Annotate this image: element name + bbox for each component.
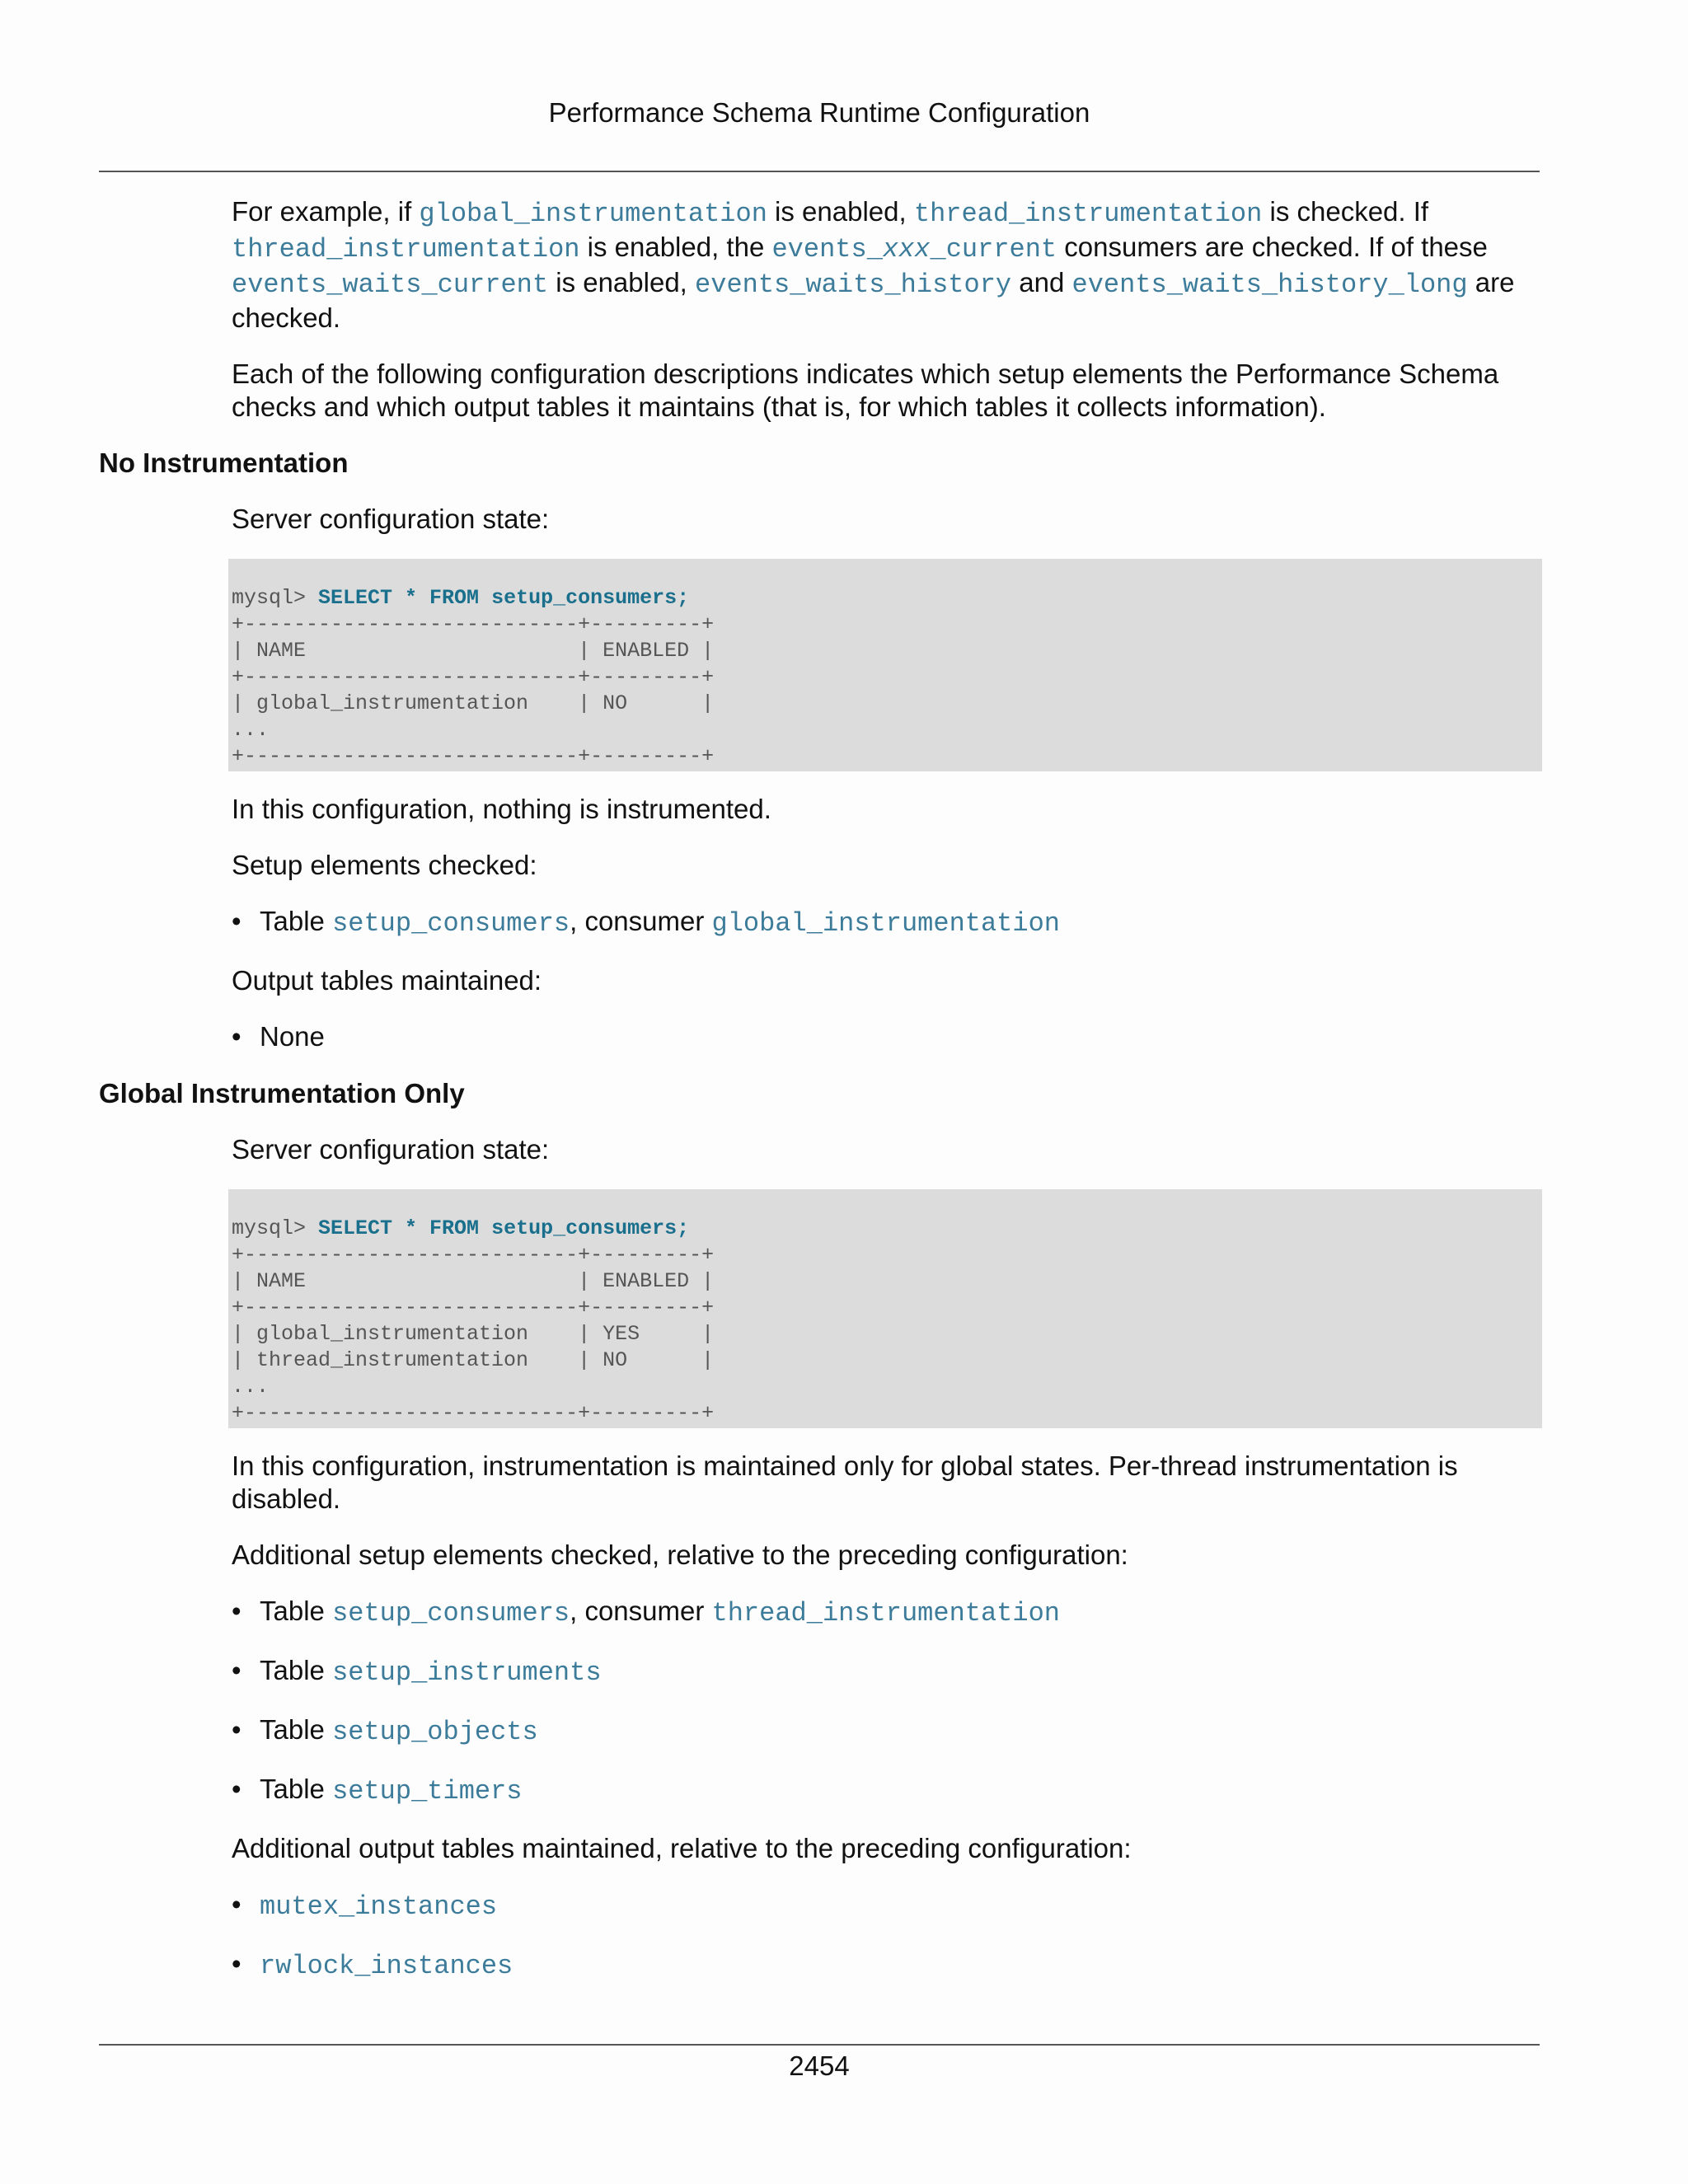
code-events-waits-current: events_waits_current xyxy=(232,269,549,300)
bullet-icon: • xyxy=(232,1714,241,1745)
section-heading-no-instrumentation: No Instrumentation xyxy=(99,448,349,478)
code-events-waits-history-long: events_waits_history_long xyxy=(1071,269,1468,300)
section-heading-global-instrumentation-only: Global Instrumentation Only xyxy=(99,1078,465,1108)
setup-elements-label: Additional setup elements checked, relative to the preceding configuration: xyxy=(232,1540,1128,1570)
setup-elements-list xyxy=(232,1595,1541,1808)
setup-elements-label: Setup elements checked: xyxy=(232,850,537,880)
intro-paragraph-2: Each of the following configuration descriptions indicates which setup elements the Performance Schema checks and which output tables it maintains (that is, for which tables it collects information). xyxy=(232,359,1499,422)
server-config-state-label: Server configuration state: xyxy=(232,504,550,534)
footer-rule xyxy=(99,2044,1540,2046)
output-tables-label: Output tables maintained: xyxy=(232,965,542,996)
bullet-icon: • xyxy=(232,1774,241,1804)
intro-paragraph-1: For example, if global_instrumentation is enabled, thread_instrumentation is checked. If thread_instrumentation is enabled, the events_xxx_current consumers are checked. If of these events_waits_current is enabled, events_waits_history and events_waits_history_long are checked. xyxy=(232,196,1515,333)
config-description: In this configuration, nothing is instrumented. xyxy=(232,794,771,824)
bullet-icon: • xyxy=(232,1948,241,1979)
list-item: • Table setup_timers xyxy=(232,1774,523,1807)
bullet-icon: • xyxy=(232,1596,241,1626)
list-item: • mutex_instances xyxy=(232,1889,498,1922)
bullet-icon: • xyxy=(232,1889,241,1919)
output-tables-label: Additional output tables maintained, relative to the preceding configuration: xyxy=(232,1833,1132,1863)
list-item: • Table setup_consumers, consumer thread_instrumentation xyxy=(232,1596,1060,1629)
list-item: • None xyxy=(232,1021,325,1052)
list-item: • Table setup_instruments xyxy=(232,1655,602,1688)
header-rule xyxy=(99,171,1540,172)
server-config-state-label: Server configuration state: xyxy=(232,1134,550,1165)
list-item: • Table setup_consumers, consumer global_instrumentation xyxy=(232,906,1060,939)
code-global-instrumentation: global_instrumentation xyxy=(419,199,767,229)
code-events-waits-history: events_waits_history xyxy=(695,269,1012,300)
page-number: 2454 xyxy=(789,2050,850,2081)
page-header-title: Performance Schema Runtime Configuration xyxy=(548,97,1090,128)
output-tables-list xyxy=(232,1888,1541,1983)
list-item: • rwlock_instances xyxy=(232,1948,513,1981)
page-content xyxy=(99,195,1541,2007)
code-block-setup-consumers: mysql> SELECT * FROM setup_consumers; +---------------------------+---------+ | NAME | ENABLED | +---------------------------+---------+ | global_instrumentation | NO | ... +---------------------------+---------+ xyxy=(228,559,1542,771)
code-block-setup-consumers: mysql> SELECT * FROM setup_consumers; +---------------------------+---------+ | NAME | ENABLED | +---------------------------+---------+ | global_instrumentation | YES | | thread_instrumentation | NO | ... +---------------------------+---------+ xyxy=(228,1189,1542,1428)
code-thread-instrumentation: thread_instrumentation xyxy=(913,199,1263,229)
code-thread-instrumentation: thread_instrumentation xyxy=(232,234,580,265)
list-item: • Table setup_objects xyxy=(232,1714,538,1747)
config-description: In this configuration, instrumentation is maintained only for global states. Per-thread instrumentation is disabled. xyxy=(232,1451,1458,1514)
code-events-xxx-current: events_xxx_current xyxy=(771,234,1057,265)
output-tables-list xyxy=(232,1020,1541,1053)
bullet-icon: • xyxy=(232,1021,241,1052)
bullet-icon: • xyxy=(232,1655,241,1685)
setup-elements-list xyxy=(232,905,1541,940)
bullet-icon: • xyxy=(232,906,241,936)
